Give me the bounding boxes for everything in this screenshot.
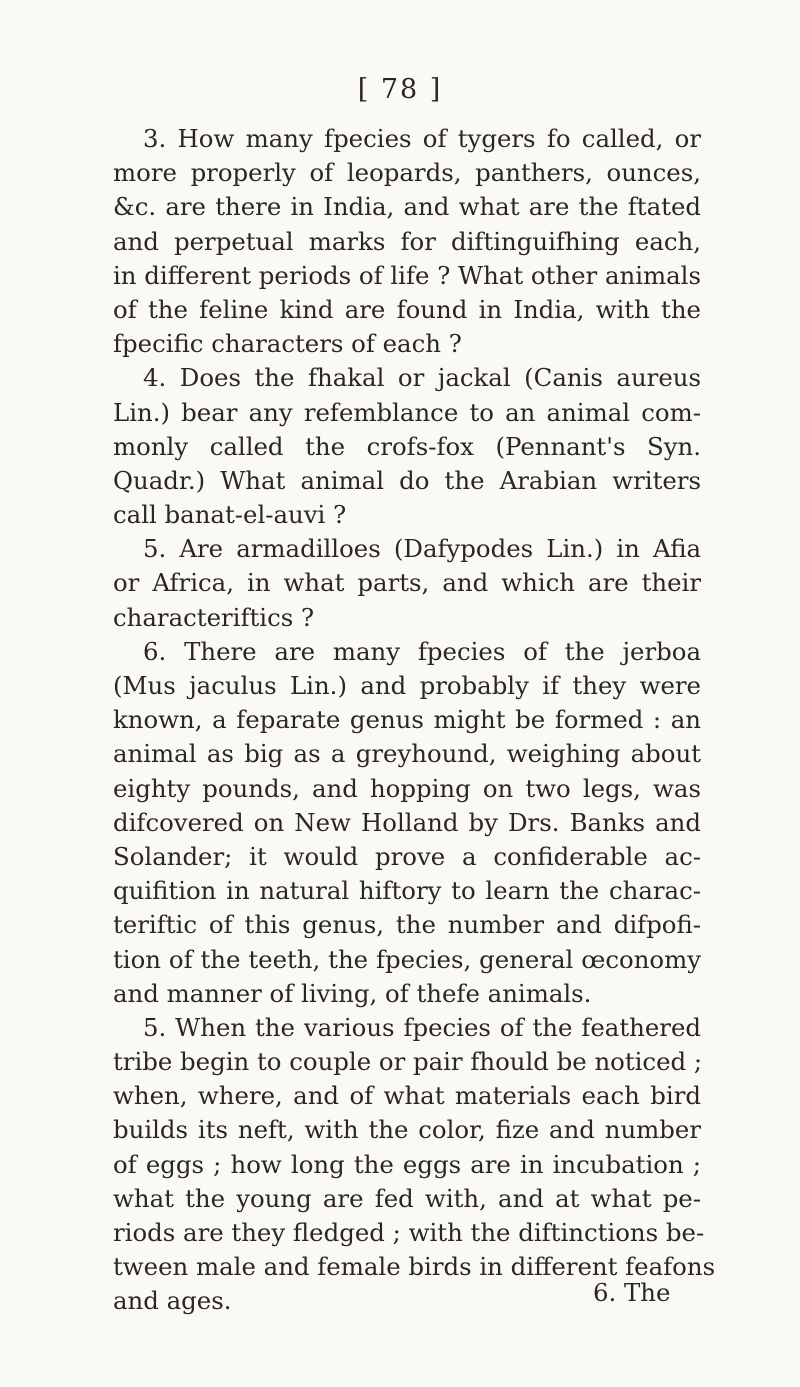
text-line: tion of the teeth, the fpecies, general œconomy (113, 944, 701, 974)
text-line: tribe begin to couple or pair fhould be noticed ; (113, 1047, 703, 1077)
text-line: 5. When the various fpecies of the feathered (143, 1012, 701, 1042)
text-line: what the young are fed with, and at what pe- (113, 1183, 701, 1213)
text-line: call banat-el-auvi ? (113, 500, 347, 530)
text-line: Lin.) bear any refemblance to an animal com- (113, 397, 701, 427)
text-line: (Mus jaculus Lin.) and probably if they were (113, 671, 701, 700)
text-line: eighty pounds, and hopping on two legs, was (113, 773, 701, 803)
text-line: &c. are there in India, and what are the ftated (113, 192, 701, 222)
text-line: Quadr.) What animal do the Arabian writers (113, 465, 701, 495)
text-line: of the feline kind are found in India, with the (113, 294, 701, 324)
text-line: characteriftics ? (113, 602, 315, 632)
text-line: 4. Does the fhakal or jackal (Canis aureus (143, 363, 701, 393)
text-line: animal as big as a greyhound, weighing about (113, 739, 701, 769)
text-line: 5. Are armadilloes (Dafypodes Lin.) in Afia (143, 534, 701, 564)
text-line: of eggs ; how long the eggs are in incubation ; (113, 1149, 701, 1179)
text-line: riods are they fledged ; with the diftinctions be- (113, 1218, 705, 1247)
text-line: teriftic of this genus, the number and difpofi- (113, 910, 701, 940)
text-line: difcovered on New Holland by Drs. Banks and (113, 807, 701, 837)
text-line: tween male and female birds in different feafons (113, 1252, 716, 1282)
text-line: known, a feparate genus might be formed : an (113, 705, 701, 735)
text-line: 3. How many fpecies of tygers fo called, or (143, 124, 701, 153)
text-line: quifition in natural hiftory to learn the charac- (113, 876, 701, 906)
text-line: Solander; it would prove a confiderable ac- (113, 841, 701, 871)
text-line: 6. There are many fpecies of the jerboa (143, 636, 701, 666)
text-line: builds its neft, with the color, fize and number (113, 1115, 701, 1145)
page-number-header: [ 78 ] (357, 74, 443, 105)
text-line: and manner of living, of thefe animals. (113, 978, 592, 1008)
text-line: when, where, and of what materials each bird (113, 1081, 701, 1111)
text-line: and perpetual marks for diftinguifhing each, (113, 226, 701, 256)
text-line: monly called the crofs-fox (Pennant's Syn. (113, 431, 701, 461)
body-text (113, 122, 716, 1319)
text-line: or Africa, in what parts, and which are their (113, 568, 701, 598)
catchword: 6. The (593, 1278, 671, 1307)
text-line: more properly of leopards, panthers, ounces, (113, 158, 701, 188)
text-line: fpecific characters of each ? (113, 329, 462, 359)
text-line: in different periods of life ? What other animals (113, 260, 701, 290)
text-line: and ages. (113, 1286, 232, 1316)
